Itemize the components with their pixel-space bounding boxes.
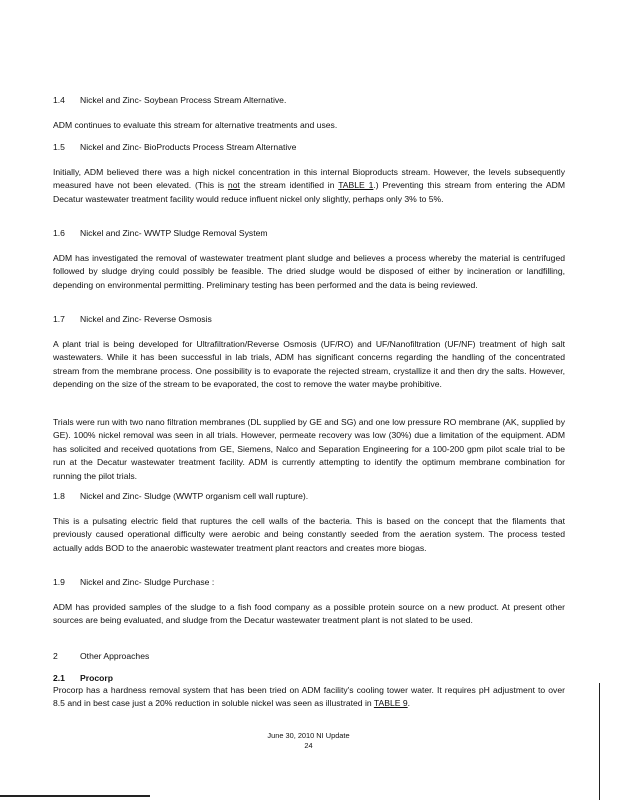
section-title: Nickel and Zinc- Soybean Process Stream Alternative. (80, 95, 287, 105)
footer-date: June 30, 2010 NI Update (267, 731, 350, 740)
section-1-5-heading (53, 141, 296, 153)
section-number: 1.7 (53, 314, 65, 324)
section-number: 2 (53, 651, 58, 661)
table-9-reference: TABLE 9 (373, 698, 408, 709)
scan-edge-bottom (0, 795, 150, 797)
section-1-9-heading (53, 576, 214, 588)
section-1-8-body: This is a pulsating electric field that ruptures the cell walls of the bacteria. This is based on the concept that the filaments that previously caused operational difficulty were aerobic and being constantly seeded from the aeration system. The process tested actually adds BOD to the anaerobic wastewater treatment plant reactors and creates more biogas. (53, 516, 565, 553)
section-1-5-body (53, 166, 565, 206)
section-2-1-heading (53, 672, 113, 684)
scan-edge-right (599, 683, 600, 800)
section-2-heading (53, 650, 149, 662)
body-text: .) Preventing this stream from entering the ADM Decatur wastewater treatment facility would reduce influent nickel only slightly, perhaps only 3% to 5%. (53, 180, 565, 204)
section-title: Nickel and Zinc- Sludge (WWTP organism cell wall rupture). (80, 491, 309, 501)
section-number: 1.4 (53, 95, 65, 105)
section-2-1-body (53, 684, 565, 711)
section-title: Nickel and Zinc- WWTP Sludge Removal System (80, 228, 268, 238)
section-1-9-body: ADM has provided samples of the sludge to a fish food company as a possible protein source on a new product. At present other sources are being evaluated, and sludge from the Decatur wastewater treatment plant is not slated to be used. (53, 602, 565, 626)
section-1-7-heading (53, 313, 212, 325)
section-1-4-body: ADM continues to evaluate this stream for alternative treatments and uses. (53, 120, 338, 130)
table-1-reference: TABLE 1 (338, 180, 374, 191)
section-title: Procorp (80, 673, 113, 683)
section-1-7-body-1: A plant trial is being developed for Ultrafiltration/Reverse Osmosis (UF/RO) and UF/Nanofiltration (UF/NF) treatment of high salt wastewaters. While it has been successful in lab trials, ADM has significant concerns regarding the handling of the concentrated stream from the membrane process. One possibility is to evaporate the rejected stream, crystallize it and then dry the salts. However, depending on the size of the stream to be evaporated, the cost to remove the water maybe prohibitive. (53, 339, 565, 390)
section-1-6-heading (53, 227, 268, 239)
section-number: 1.9 (53, 577, 65, 587)
footer-page-number: 24 (304, 741, 313, 750)
section-number: 1.5 (53, 142, 65, 152)
body-text: Initially, ADM believed there was a high nickel concentration in this internal Bioproducts stream. However, the levels subsequently measured have not been elevated. (This is (53, 167, 565, 191)
section-1-7-body-2: Trials were run with two nano filtration membranes (DL supplied by GE and SG) and one low pressure RO membrane (AK, supplied by GE). 100% nickel removal was seen in all trials. However, permeate recovery was low (30%) due a limitation of the equipment. ADM has solicited and received quotations from GE, Siemens, Nalco and Separation Engineering for a 100-200 gpm pilot scale trial to be run at the Decatur wastewater treatment facility. ADM is currently attempting to identify the optimum membrane combination for running the pilot trials. (53, 417, 565, 481)
section-title: Other Approaches (80, 651, 150, 661)
section-number: 1.6 (53, 228, 65, 238)
section-title: Nickel and Zinc- Sludge Purchase : (80, 577, 215, 587)
body-text: the stream identified in (239, 180, 339, 191)
section-title: Nickel and Zinc- BioProducts Process Stream Alternative (80, 142, 297, 152)
body-text: . (407, 698, 411, 709)
body-text: Procorp has a hardness removal system that has been tried on ADM facility's cooling tower water. It requires pH adjustment to over 8.5 and in best case just a 20% reduction in soluble nickel was seen as illustrated in (53, 685, 565, 709)
section-1-4-heading (53, 94, 286, 106)
emphasis-not: not (227, 180, 240, 191)
section-1-6-body: ADM has investigated the removal of wastewater treatment plant sludge and believes a process whereby the material is centrifuged followed by sludge drying could possibly be feasible. The dried sludge would be disposed of either by incineration or landfilling, depending on environmental permitting. Preliminary testing has been performed and the data is being reviewed. (53, 253, 565, 290)
section-1-8-heading (53, 490, 308, 502)
section-number: 1.8 (53, 491, 65, 501)
section-title: Nickel and Zinc- Reverse Osmosis (80, 314, 212, 324)
section-number: 2.1 (53, 673, 65, 683)
